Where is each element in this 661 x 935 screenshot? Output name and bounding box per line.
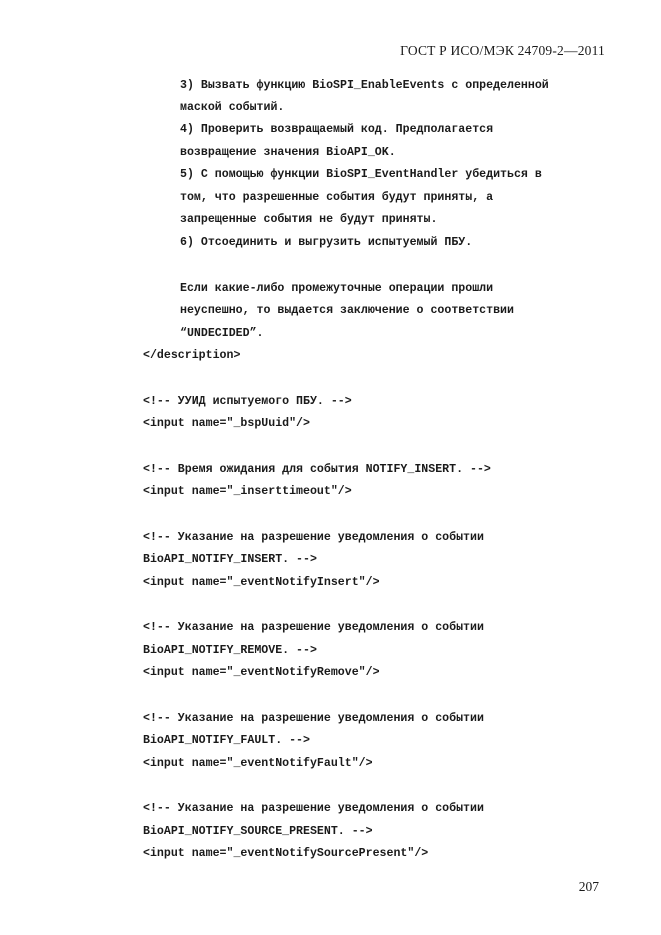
code-line: возвращение значения BioAPI_OK. — [180, 146, 396, 159]
code-line: Если какие-либо промежуточные операции прошли — [180, 282, 494, 295]
code-line: маской событий. — [180, 101, 285, 114]
code-line: <input name="_eventNotifySourcePresent"/> — [143, 847, 429, 860]
code-comment-line: <!-- Указание на разрешение уведомления о событии — [143, 531, 484, 544]
code-comment-line: <!-- Указание на разрешение уведомления о событии — [143, 802, 484, 815]
code-line: 4) Проверить возвращаемый код. Предполагается — [180, 123, 494, 136]
code-comment-line: <!-- Время ожидания для события NOTIFY_INSERT. --> — [143, 463, 491, 476]
code-line: неуспешно, то выдается заключение о соответствии — [180, 304, 514, 317]
code-comment-line: BioAPI_NOTIFY_REMOVE. --> — [143, 644, 317, 657]
code-line: 5) С помощью функции BioSPI_EventHandler убедиться в — [180, 168, 542, 181]
code-line: <input name="_eventNotifyRemove"/> — [143, 666, 380, 679]
code-comment-line: BioAPI_NOTIFY_INSERT. --> — [143, 553, 317, 566]
code-line: запрещенные события не будут приняты. — [180, 213, 438, 226]
code-line: <input name="_inserttimeout"/> — [143, 485, 352, 498]
code-line: том, что разрешенные события будут приняты, а — [180, 191, 494, 204]
code-line: <input name="_bspUuid"/> — [143, 417, 310, 430]
code-line: </description> — [143, 349, 241, 362]
code-line: 6) Отсоединить и выгрузить испытуемый ПБУ. — [180, 236, 473, 249]
page-number: 207 — [578, 879, 599, 894]
code-comment-line: <!-- Указание на разрешение уведомления о событии — [143, 621, 484, 634]
page-header-standard: ГОСТ Р ИСО/МЭК 24709-2—2011 — [400, 43, 605, 58]
code-line: <input name="_eventNotifyInsert"/> — [143, 576, 380, 589]
code-comment-line: <!-- УУИД испытуемого ПБУ. --> — [143, 395, 352, 408]
code-line: <input name="_eventNotifyFault"/> — [143, 757, 373, 770]
code-line: 3) Вызвать функцию BioSPI_EnableEvents с определенной — [180, 79, 549, 92]
code-line: “UNDECIDED”. — [180, 327, 264, 340]
code-comment-line: <!-- Указание на разрешение уведомления о событии — [143, 712, 484, 725]
code-comment-line: BioAPI_NOTIFY_SOURCE_PRESENT. --> — [143, 825, 373, 838]
code-comment-line: BioAPI_NOTIFY_FAULT. --> — [143, 734, 310, 747]
